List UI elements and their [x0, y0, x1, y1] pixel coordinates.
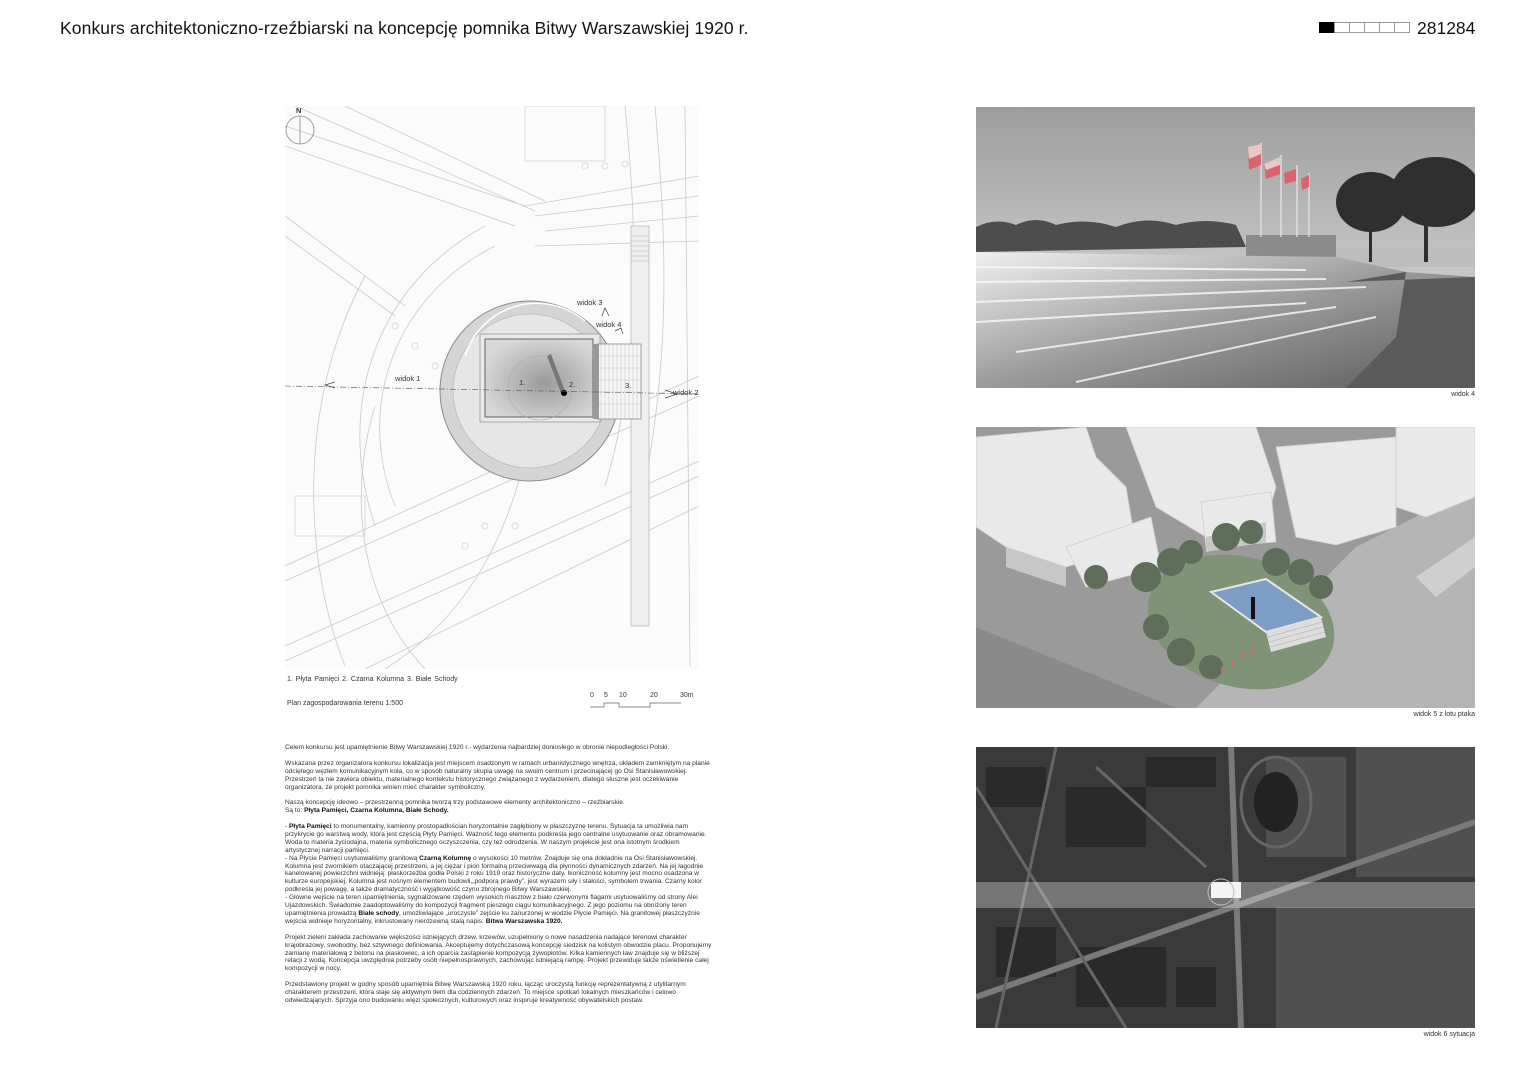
view1-label: widok 1: [395, 374, 421, 383]
scale-tick: 0: [590, 692, 594, 699]
view3-label: widok 3: [577, 298, 603, 307]
sheet-square-filled: [1319, 22, 1335, 33]
scale-tick: 10: [619, 692, 627, 699]
scale-bar-line: [588, 692, 708, 712]
entry-code: 281284: [1417, 18, 1476, 38]
plan-caption: Plan zagospodarowania terenu 1:500: [287, 700, 403, 707]
element-3-label: 3.: [625, 381, 632, 390]
element-1-label: 1.: [519, 378, 526, 387]
paragraph: Projekt zieleni zakłada zachowanie większości istniejących drzew, krzewów, uzupełniony o nowe nasadzenia nadające terenowi charakter krajobrazowy, swobodny, bez sztywnego definiowania. Akceptujemy dotychczasową koncepcję siedzisk na kolistym obwodzie placu. Proponujemy zamianę materiałową z betonu na piaskowiec, a ich oparcia zastąpienie kompozycją żywopłotów. Kilka kamiennych ław znajduje się w bliższej relacji z wodą. Koncepcja uwzględnia potrzeby osób niepełnosprawnych, zachowując istniejącą rampę. Projekt przewiduje także oświetlenie całej kompozycji w nocy.: [285, 933, 712, 973]
sheet-square: [1394, 22, 1410, 33]
paragraph: Naszą koncepcję ideowo – przestrzenną pomnika tworzą trzy podstawowe elementy architektoniczno – rzeźbiarskie. Są to: Płyta Pamięci, Czarna Kolumna, Białe Schody.: [285, 799, 625, 815]
render-view-4: [976, 107, 1475, 388]
site-plan-drawing: [285, 106, 699, 669]
render-caption: widok 4: [1451, 391, 1475, 398]
paragraph: - Płyta Pamięci to monumentalny, kamienny prostopadłościan horyzontalnie zagłębiony w płaszczyznę terenu. Sytuacja ta umożliwia nam przykrycie go warstwą wody, która jest częścią Płyty Pamięci. Ważność tego elementu podkreśla jego centralne usytuowanie oraz obramowanie. Woda to materia życiodajna, materia symbolicznego oczyszczenia, czy też odrodzenia. W naszym projekcie jest ona istotnym środkiem artystycznej narracji pamięci. - Na Płycie Pamięci usytuowaliśmy granitową Czarną Kolumnę o wysokości 10 metrów. Znajduje się ona dokładnie na Osi Stanisławowskiej. Kolumna jest zwornikiem otaczającej przestrzeni, a jej ciężar i pion formalną przeciwwagą dla płynności dynamicznych zdarzeń. Na jej łagodnie kanelowanej powierzchni widnieją: płaskorzeźba godła Polski z roku 1919 oraz historyczne daty. Ikoniczność kolumny jest mocno osadzona w kulturze europejskiej. Kolumna jest nośnym elementem budowli,„podporą prawdy”, jest wyrazem siły i stałości, symbolem trwania. Czarny kolor podkreśla jej powagę, a także dramatyczność i wyjątkowość czynu zbrojnego Bitwy Warszawskiej. - Główne wejście na teren upamiętnienia, sygnalizowane rzędem wysokich masztów z biało czerwonymi flagami usytuowaliśmy od strony Alei Ujazdowskich. Świadomie zaadoptowaliśmy do kompozycji fragment pieszego ciągu komunikacyjnego. Z jego poziomu na obniżony teren upamiętnienia prowadzą Białe schody, umożliwiające „uroczyste” zejście ku zanurzonej w wodzie Płycie Pamięci. Na granitowej płaszczyźnie wejścia widnieje horyzontalny, inkrustowany nierdzewną stalą napis: Bitwa Warszawska 1920.: [285, 823, 707, 925]
scale-tick: 5: [604, 692, 608, 699]
paragraph: Celem konkursu jest upamiętnienie Bitwy Warszawskiej 1920 r.- wydarzenia najbardziej doniosłego w obronie niepodległości Polski.: [285, 744, 670, 751]
render-view-6-situation: [976, 747, 1475, 1028]
view4-label: widok 4: [596, 320, 622, 329]
sheet-square: [1334, 22, 1350, 33]
plan-legend: 1. Płyta Pamięci 2. Czarna Kolumna 3. Białe Schody: [287, 676, 458, 683]
site-plan: [285, 106, 699, 669]
render-caption: widok 5 z lotu ptaka: [1413, 711, 1475, 718]
paragraph: Wskazana przez organizatora konkursu lokalizacja jest miejscem osadzonym w ramach urbanistycznego wnętrza, układem zamkniętym na planie odciętego węzłem komunikacyjnym koła, co w sposób naturalny skupia uwagę na swoim centrum i przecinającej go Osi Stanisławowskiej. Przestrzeń ta nie zawiera obiektu, materialnego kontekstu historycznego związanego z wydarzeniem, dlatego słuszne jest oczekiwanie organizatora, że projekt pomnika winien mieć charakter symboliczny.: [285, 759, 710, 791]
sheet-indicator: [1319, 22, 1409, 33]
north-label: N: [296, 106, 302, 115]
view2-label: widok 2: [673, 388, 699, 397]
render-view-5-aerial: [976, 427, 1475, 708]
sheet-square: [1349, 22, 1365, 33]
sheet-square: [1364, 22, 1380, 33]
element-2-label: 2.: [569, 380, 576, 389]
project-description: [285, 744, 715, 1013]
scale-tick: 30m: [680, 692, 694, 699]
render-caption: widok 6 sytuacja: [1423, 1031, 1475, 1038]
scale-bar: [588, 692, 708, 712]
scale-tick: 20: [650, 692, 658, 699]
board-title: Konkurs architektoniczno-rzeźbiarski na koncepcję pomnika Bitwy Warszawskiej 1920 r.: [60, 18, 749, 38]
sheet-square: [1379, 22, 1395, 33]
paragraph: Przedstawiony projekt w godny sposób upamiętnia Bitwę Warszawską 1920 roku, łącząc uroczystą funkcję reprezentatywną z utylitarnym charakterem przestrzeni, która staje się aktywnym tłem dla codziennych zdarzeń. To miejsce spotkań lokalnych mieszkańców i celowo odwiedzających. Sprzyja ono budowaniu więzi społecznych, kulturowych oraz inspiruje kreatywność obywatelskich postaw.: [285, 981, 686, 1004]
